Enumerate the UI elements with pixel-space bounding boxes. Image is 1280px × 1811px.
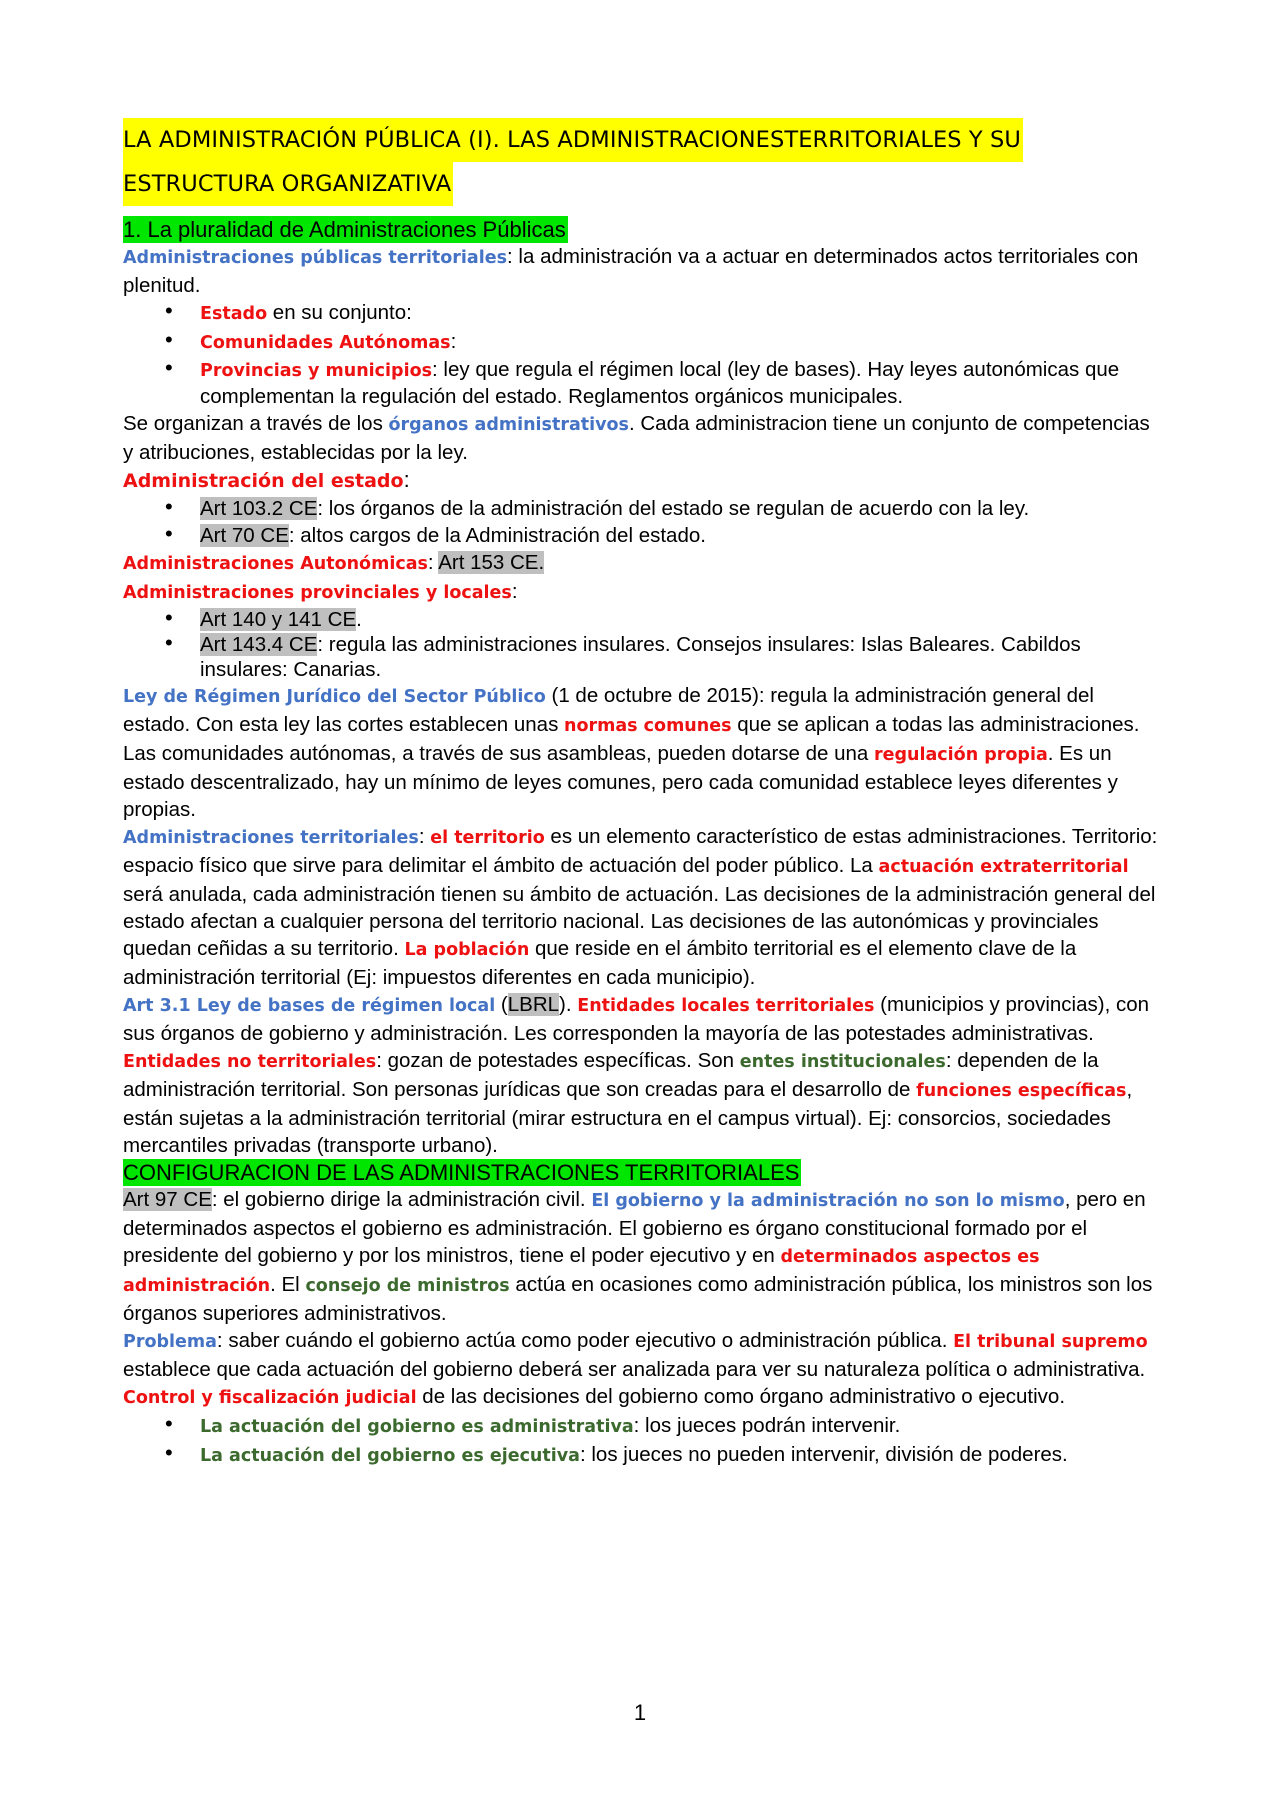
text: : el gobierno dirige la administración civil. [211,1188,592,1211]
text: : [427,551,439,574]
article-ref: Art 153 CE. [438,551,545,574]
text: : [450,330,457,353]
term-green: La actuación del gobierno es administrativa [200,1417,634,1437]
term-blue: Problema [123,1332,217,1352]
list-item [123,357,1163,410]
list-item [123,1412,1163,1441]
term-red: Control y fiscalización judicial [123,1388,417,1408]
text: Se organizan a través de los [123,412,389,435]
term-green: La actuación del gobierno es ejecutiva [200,1446,580,1466]
list-item [123,522,1163,549]
paragraph-territoriales [123,823,1163,991]
list-item [123,495,1163,522]
term-red: La población [404,940,530,960]
title-line-1: LA ADMINISTRACIÓN PÚBLICA (I). LAS ADMINISTRACIONESTERRITORIALES Y SU [123,118,1023,162]
term-red: el territorio [430,828,545,848]
text: . Cada administracion tiene un conjunto de competencias y atribuciones, establecidas por la ley. [123,412,1150,464]
paragraph-provinciales [123,578,1163,607]
bullet-list-admins [123,299,1163,410]
text: , están sujetas a la administración territorial (mirar estructura en el campus virtual). Ej: consorcios, sociedades mercantiles privadas (transporte urbano). [123,1078,1133,1157]
text: : [418,825,431,848]
list-item [123,328,1163,357]
term-blue: Art 3.1 Ley de bases de régimen local [123,996,496,1016]
paragraph-ley-regimen [123,682,1163,823]
term-red: normas comunes [564,716,732,736]
text: en su conjunto: [267,301,412,324]
page-number: 1 [633,1700,647,1725]
text: : la administración va a actuar en determinados actos territoriales con plenitud. [123,245,1139,297]
text: : los órganos de la administración del estado se regulan de acuerdo con la ley. [317,497,1030,520]
text: : dependen de la administración territorial. Son personas jurídicas que son creadas para el desarrollo de [123,1049,1099,1101]
text: : altos cargos de la Administración del estado. [288,524,706,547]
bullet-list-provinciales [123,607,1163,682]
paragraph-estado [123,466,1163,495]
term-red: Estado [200,304,268,324]
text: , pero en determinados aspectos el gobierno es administración. El gobierno es órgano constitucional formado por el presidente del gobierno y por los ministros, tiene el poder ejecutivo y en [123,1188,1146,1267]
term-red: El tribunal supremo [953,1332,1148,1352]
article-ref: Art 103.2 CE [200,497,318,520]
term-blue: Administraciones públicas territoriales [123,248,508,268]
list-item [123,607,1163,632]
term-blue: Ley de Régimen Jurídico del Sector Público [123,687,546,707]
text: . El [270,1273,306,1296]
text: . [356,608,362,631]
paragraph-art-97 [123,1186,1163,1327]
title-line-2: ESTRUCTURA ORGANIZATIVA [123,162,453,206]
section-heading-1: 1. La pluralidad de Administraciones Públicas [123,217,566,242]
bullet-list-estado [123,495,1163,549]
section-heading-2: CONFIGURACION DE LAS ADMINISTRACIONES TERRITORIALES [123,1160,800,1185]
text: (1 de octubre de 2015): regula la administración general del estado. Con esta ley las cortes establecen unas [123,684,1094,736]
term-red: actuación extraterritorial [878,857,1129,877]
document-title [123,118,1163,206]
term-red: Entidades no territoriales [123,1052,377,1072]
term-red: Provincias y municipios [200,361,433,381]
text: de las decisiones del gobierno como órgano administrativo o ejecutivo. [416,1385,1066,1408]
text: ). [559,993,578,1016]
paragraph-art-3-1 [123,991,1163,1159]
list-item [123,299,1163,328]
article-ref: Art 97 CE [123,1188,212,1211]
term-blue: El gobierno y la administración no son lo mismo [591,1191,1065,1211]
text: será anulada, cada administración tienen su ámbito de actuación. Las decisiones de la administración general del estado afectan a cualquier persona del territorio nacional. Las decisiones de las autonómicas y provinciales quedan ceñidas a su territorio. [123,883,1156,960]
term-red: Administración del estado [123,470,404,492]
term-red: funciones específicas [916,1081,1127,1101]
text: : ley que regula el régimen local (ley de bases). Hay leyes autonómicas que complementan la regulación del estado. Reglamentos orgánicos municipales. [200,358,1120,408]
text: . Es un estado descentralizado, hay un mínimo de leyes comunes, pero cada comunidad establece leyes diferentes y propias. [123,742,1118,821]
term-red: determinados aspectos es administración [123,1247,1040,1296]
paragraph-autonomicas [123,549,1163,578]
text: : gozan de potestades específicas. Son [376,1049,740,1072]
text: : [511,580,518,603]
term-red: Administraciones provinciales y locales [123,583,512,603]
text: : los jueces no pueden intervenir, división de poderes. [579,1443,1068,1466]
text: es un elemento característico de estas administraciones. Territorio: espacio físico que sirve para delimitar el ámbito de actuación del poder público. La [123,825,1158,877]
term-blue: órganos administrativos [388,415,629,435]
text: : regula las administraciones insulares. Consejos insulares: Islas Baleares. Cabildos insulares: Canarias. [200,633,1081,681]
article-ref: Art 70 CE [200,524,289,547]
term-green: entes institucionales [739,1052,946,1072]
text: que reside en el ámbito territorial es el elemento clave de la administración territorial (Ej: impuestos diferentes en cada municipio). [123,937,1077,989]
text: actúa en ocasiones como administración pública, los ministros son los órganos superiores administrativos. [123,1273,1153,1325]
term-blue: Administraciones territoriales [123,828,419,848]
paragraph-organos [123,410,1163,466]
term-red: regulación propia [874,745,1048,765]
term-red: Entidades locales territoriales [577,996,875,1016]
term-green: consejo de ministros [305,1276,510,1296]
text: : [403,467,410,492]
article-ref: Art 143.4 CE [200,633,318,656]
text: ( [495,993,508,1016]
bullet-list-gobierno [123,1412,1163,1470]
list-item [123,1441,1163,1470]
text: : saber cuándo el gobierno actúa como poder ejecutivo o administración pública. [216,1329,954,1352]
paragraph-problema [123,1327,1163,1412]
text: (municipios y provincias), con sus órganos de gobierno y administración. Les corresponden la mayoría de las potestades administrativas. [123,993,1150,1045]
text: : los jueces podrán intervenir. [633,1414,901,1437]
list-item [123,632,1163,682]
article-ref: Art 140 y 141 CE [200,608,357,631]
text: que se aplican a todas las administraciones. Las comunidades autónomas, a través de sus asambleas, pueden dotarse de una [123,713,1140,765]
article-ref: LBRL [507,993,560,1016]
document-page [123,118,1163,1470]
text: establece que cada actuación del gobierno deberá ser analizada para ver su naturaleza política o administrativa. [123,1358,1146,1381]
term-red: Administraciones Autonómicas [123,554,428,574]
term-red: Comunidades Autónomas [200,333,451,353]
paragraph-territorial [123,243,1163,299]
